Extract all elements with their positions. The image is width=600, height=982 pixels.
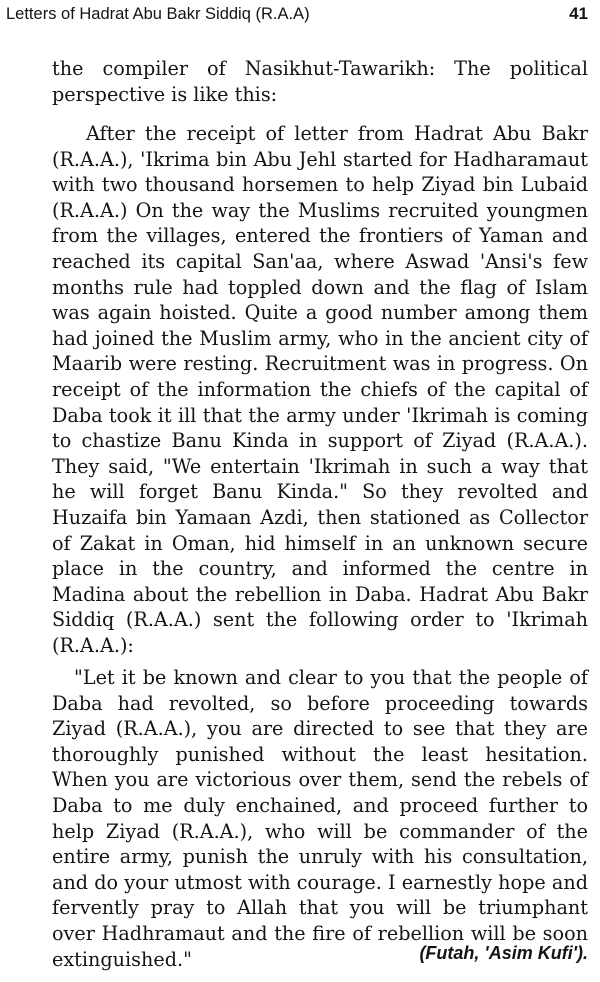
page-number: 41 (569, 4, 588, 23)
quoted-order: "Let it be known and clear to you that the people of Daba had revolted, so before proceeding towards Ziyad (R.A.A.), you are directed to see that they are thoroughly punished without the least hesitation. When you are victorious over them, send the rebels of Daba to me duly enchained, and proceed further to help Ziyad (R.A.A.), who will be commander of the entire army, punish the unruly with his consultation, and do your utmost with courage. I earnestly hope and fervently pray to Allah that you will be triumphant over Hadhramaut and the fire of rebellion will be soon extinguished." (52, 666, 588, 971)
paragraph-block-1 (52, 56, 588, 107)
paragraph-block-3 (52, 665, 588, 972)
citation: (Futah, 'Asim Kufi'). (419, 943, 588, 963)
paragraph-1: the compiler of Nasikhut-Tawarikh: The political perspective is like this: (52, 57, 588, 106)
paragraph-block-2 (52, 121, 588, 658)
running-head (6, 2, 588, 26)
paragraph-2: After the receipt of letter from Hadrat Abu Bakr (R.A.A.), 'Ikrima bin Abu Jehl started for Hadharamaut with two thousand horsemen to help Ziyad bin Lubaid (R.A.A.) On the way the Muslims recruited youngmen from the villages, entered the frontiers of Yaman and reached its capital San'aa, where Aswad 'Ansi's few months rule had toppled down and the flag of Islam was again hoisted. Quite a good number among them had joined the Muslim army, who in the ancient city of Maarib were resting. Recruitment was in progress. On receipt of the information the chiefs of the capital of Daba took it ill that the army under 'Ikrimah is coming to chastize Banu Kinda in support of Ziyad (R.A.A.). They said, "We entertain 'Ikrimah in such a way that he will forget Banu Kinda." So they revolted and Huzaifa bin Yamaan Azdi, then stationed as Collector of Zakat in Oman, hid himself in an unknown secure place in the country, and informed the centre in Madina about the rebellion in Daba. Hadrat Abu Bakr Siddiq (R.A.A.) sent the following order to 'Ikrimah (R.A.A.): (52, 122, 588, 657)
running-head-title: Letters of Hadrat Abu Bakr Siddiq (R.A.A) (6, 4, 310, 23)
